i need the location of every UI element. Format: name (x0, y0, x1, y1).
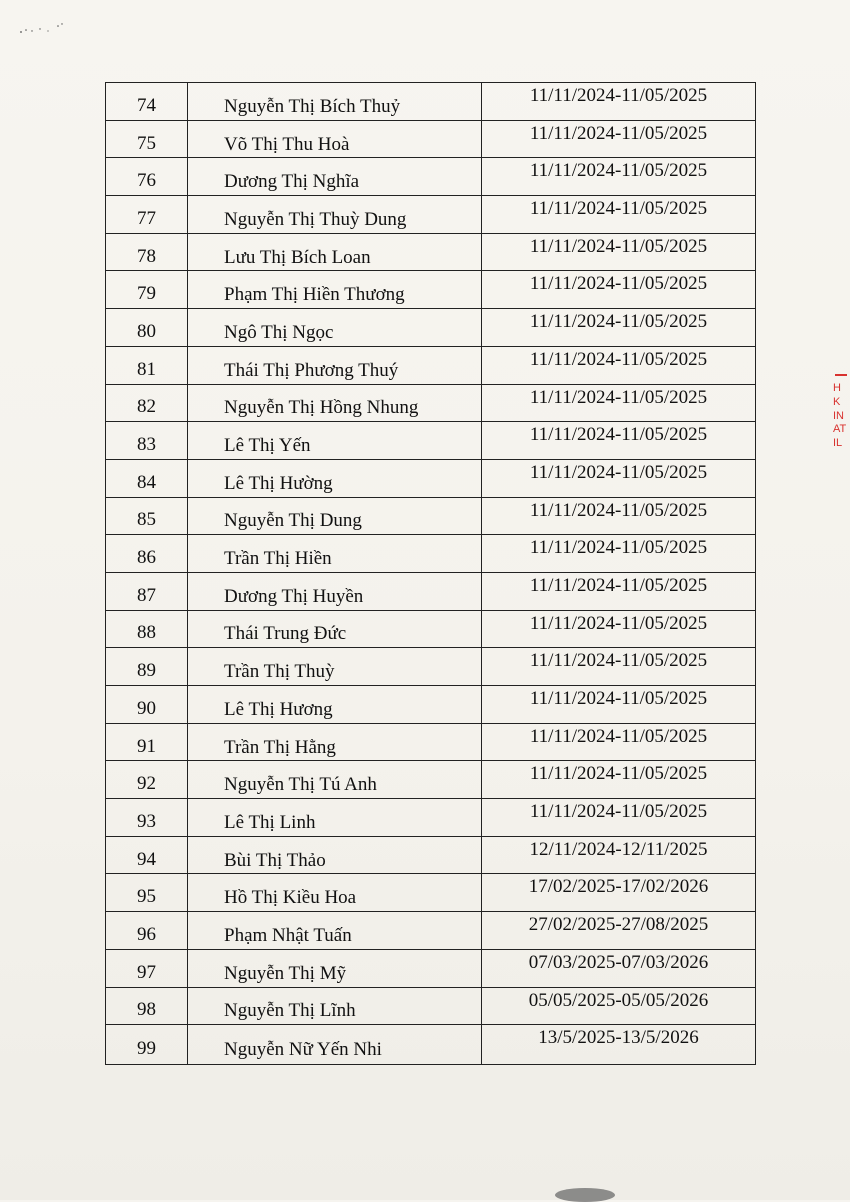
table-row (106, 384, 756, 422)
employee-name-cell: Nguyễn Thị Bích Thuỷ (188, 83, 482, 121)
employee-name-cell: Nguyễn Nữ Yến Nhi (188, 1025, 482, 1065)
employee-name-cell: Dương Thị Huyền (188, 572, 482, 610)
table-row (106, 836, 756, 874)
table-row (106, 648, 756, 686)
table-row (106, 158, 756, 196)
employee-name-cell: Lê Thị Hương (188, 686, 482, 724)
stamp-line: K (833, 395, 841, 408)
employee-name-cell: Nguyễn Thị Mỹ (188, 949, 482, 987)
term-period-cell: 27/02/2025-27/08/2025 (482, 912, 756, 950)
table-row (106, 233, 756, 271)
table-row (106, 761, 756, 799)
table-row (106, 949, 756, 987)
term-period-cell: 11/11/2024-11/05/2025 (482, 233, 756, 271)
row-number-cell: 87 (106, 572, 188, 610)
stamp-line: IL (833, 437, 843, 449)
employee-name-cell: Trần Thị Hiền (188, 535, 482, 573)
table-row (106, 459, 756, 497)
term-period-cell: 11/11/2024-11/05/2025 (482, 158, 756, 196)
term-period-cell: 11/11/2024-11/05/2025 (482, 648, 756, 686)
staff-term-table (105, 82, 756, 1065)
table-row (106, 799, 756, 837)
row-number-cell: 94 (106, 836, 188, 874)
row-number-cell: 95 (106, 874, 188, 912)
stamp-line: IN (833, 409, 844, 422)
stamp-line: AT (833, 423, 847, 436)
term-period-cell: 11/11/2024-11/05/2025 (482, 346, 756, 384)
row-number-cell: 81 (106, 346, 188, 384)
term-period-cell: 11/11/2024-11/05/2025 (482, 120, 756, 158)
employee-name-cell: Nguyễn Thị Thuỳ Dung (188, 196, 482, 234)
row-number-cell: 97 (106, 949, 188, 987)
term-period-cell: 11/11/2024-11/05/2025 (482, 686, 756, 724)
employee-name-cell: Phạm Thị Hiền Thương (188, 271, 482, 309)
row-number-cell: 96 (106, 912, 188, 950)
employee-name-cell: Lê Thị Yến (188, 422, 482, 460)
corner-scan-marks (18, 22, 68, 38)
table-row (106, 987, 756, 1025)
row-number-cell: 98 (106, 987, 188, 1025)
row-number-cell: 82 (106, 384, 188, 422)
employee-name-cell: Võ Thị Thu Hoà (188, 120, 482, 158)
row-number-cell: 74 (106, 83, 188, 121)
row-number-cell: 80 (106, 309, 188, 347)
table-row (106, 1025, 756, 1065)
table-row (106, 874, 756, 912)
table-row (106, 83, 756, 121)
term-period-cell: 11/11/2024-11/05/2025 (482, 723, 756, 761)
term-period-cell: 12/11/2024-12/11/2025 (482, 836, 756, 874)
table-row (106, 912, 756, 950)
term-period-cell: 13/5/2025-13/5/2026 (482, 1025, 756, 1065)
row-number-cell: 77 (106, 196, 188, 234)
red-margin-stamp (833, 372, 850, 512)
term-period-cell: 11/11/2024-11/05/2025 (482, 610, 756, 648)
term-period-cell: 11/11/2024-11/05/2025 (482, 459, 756, 497)
row-number-cell: 91 (106, 723, 188, 761)
term-period-cell: 11/11/2024-11/05/2025 (482, 196, 756, 234)
table-row (106, 610, 756, 648)
stamp-line: H (833, 382, 841, 394)
employee-name-cell: Nguyễn Thị Hồng Nhung (188, 384, 482, 422)
term-period-cell: 11/11/2024-11/05/2025 (482, 384, 756, 422)
row-number-cell: 88 (106, 610, 188, 648)
employee-name-cell: Hồ Thị Kiều Hoa (188, 874, 482, 912)
employee-name-cell: Thái Thị Phương Thuý (188, 346, 482, 384)
table-row (106, 723, 756, 761)
employee-name-cell: Nguyễn Thị Lĩnh (188, 987, 482, 1025)
row-number-cell: 89 (106, 648, 188, 686)
row-number-cell: 79 (106, 271, 188, 309)
row-number-cell: 75 (106, 120, 188, 158)
row-number-cell: 86 (106, 535, 188, 573)
table-row (106, 346, 756, 384)
employee-name-cell: Trần Thị Hằng (188, 723, 482, 761)
table-row (106, 686, 756, 724)
term-period-cell: 11/11/2024-11/05/2025 (482, 535, 756, 573)
term-period-cell: 05/05/2025-05/05/2026 (482, 987, 756, 1025)
table-row (106, 271, 756, 309)
employee-name-cell: Ngô Thị Ngọc (188, 309, 482, 347)
employee-name-cell: Trần Thị Thuỳ (188, 648, 482, 686)
stamp-bar (835, 374, 847, 376)
table-row (106, 497, 756, 535)
row-number-cell: 83 (106, 422, 188, 460)
term-period-cell: 07/03/2025-07/03/2026 (482, 949, 756, 987)
term-period-cell: 11/11/2024-11/05/2025 (482, 271, 756, 309)
term-period-cell: 11/11/2024-11/05/2025 (482, 422, 756, 460)
table-row (106, 422, 756, 460)
term-period-cell: 17/02/2025-17/02/2026 (482, 874, 756, 912)
employee-name-cell: Thái Trung Đức (188, 610, 482, 648)
row-number-cell: 92 (106, 761, 188, 799)
term-period-cell: 11/11/2024-11/05/2025 (482, 309, 756, 347)
table-row (106, 535, 756, 573)
employee-name-cell: Lưu Thị Bích Loan (188, 233, 482, 271)
row-number-cell: 99 (106, 1025, 188, 1065)
table-row (106, 309, 756, 347)
term-period-cell: 11/11/2024-11/05/2025 (482, 572, 756, 610)
row-number-cell: 84 (106, 459, 188, 497)
term-period-cell: 11/11/2024-11/05/2025 (482, 497, 756, 535)
term-period-cell: 11/11/2024-11/05/2025 (482, 761, 756, 799)
row-number-cell: 78 (106, 233, 188, 271)
table-row (106, 196, 756, 234)
row-number-cell: 93 (106, 799, 188, 837)
employee-name-cell: Bùi Thị Thảo (188, 836, 482, 874)
employee-name-cell: Phạm Nhật Tuấn (188, 912, 482, 950)
staff-term-table-body (106, 83, 756, 1065)
employee-name-cell: Nguyễn Thị Dung (188, 497, 482, 535)
employee-name-cell: Dương Thị Nghĩa (188, 158, 482, 196)
term-period-cell: 11/11/2024-11/05/2025 (482, 83, 756, 121)
row-number-cell: 90 (106, 686, 188, 724)
employee-name-cell: Lê Thị Hường (188, 459, 482, 497)
employee-name-cell: Nguyễn Thị Tú Anh (188, 761, 482, 799)
employee-name-cell: Lê Thị Linh (188, 799, 482, 837)
term-period-cell: 11/11/2024-11/05/2025 (482, 799, 756, 837)
table-row (106, 120, 756, 158)
row-number-cell: 76 (106, 158, 188, 196)
row-number-cell: 85 (106, 497, 188, 535)
table-row (106, 572, 756, 610)
